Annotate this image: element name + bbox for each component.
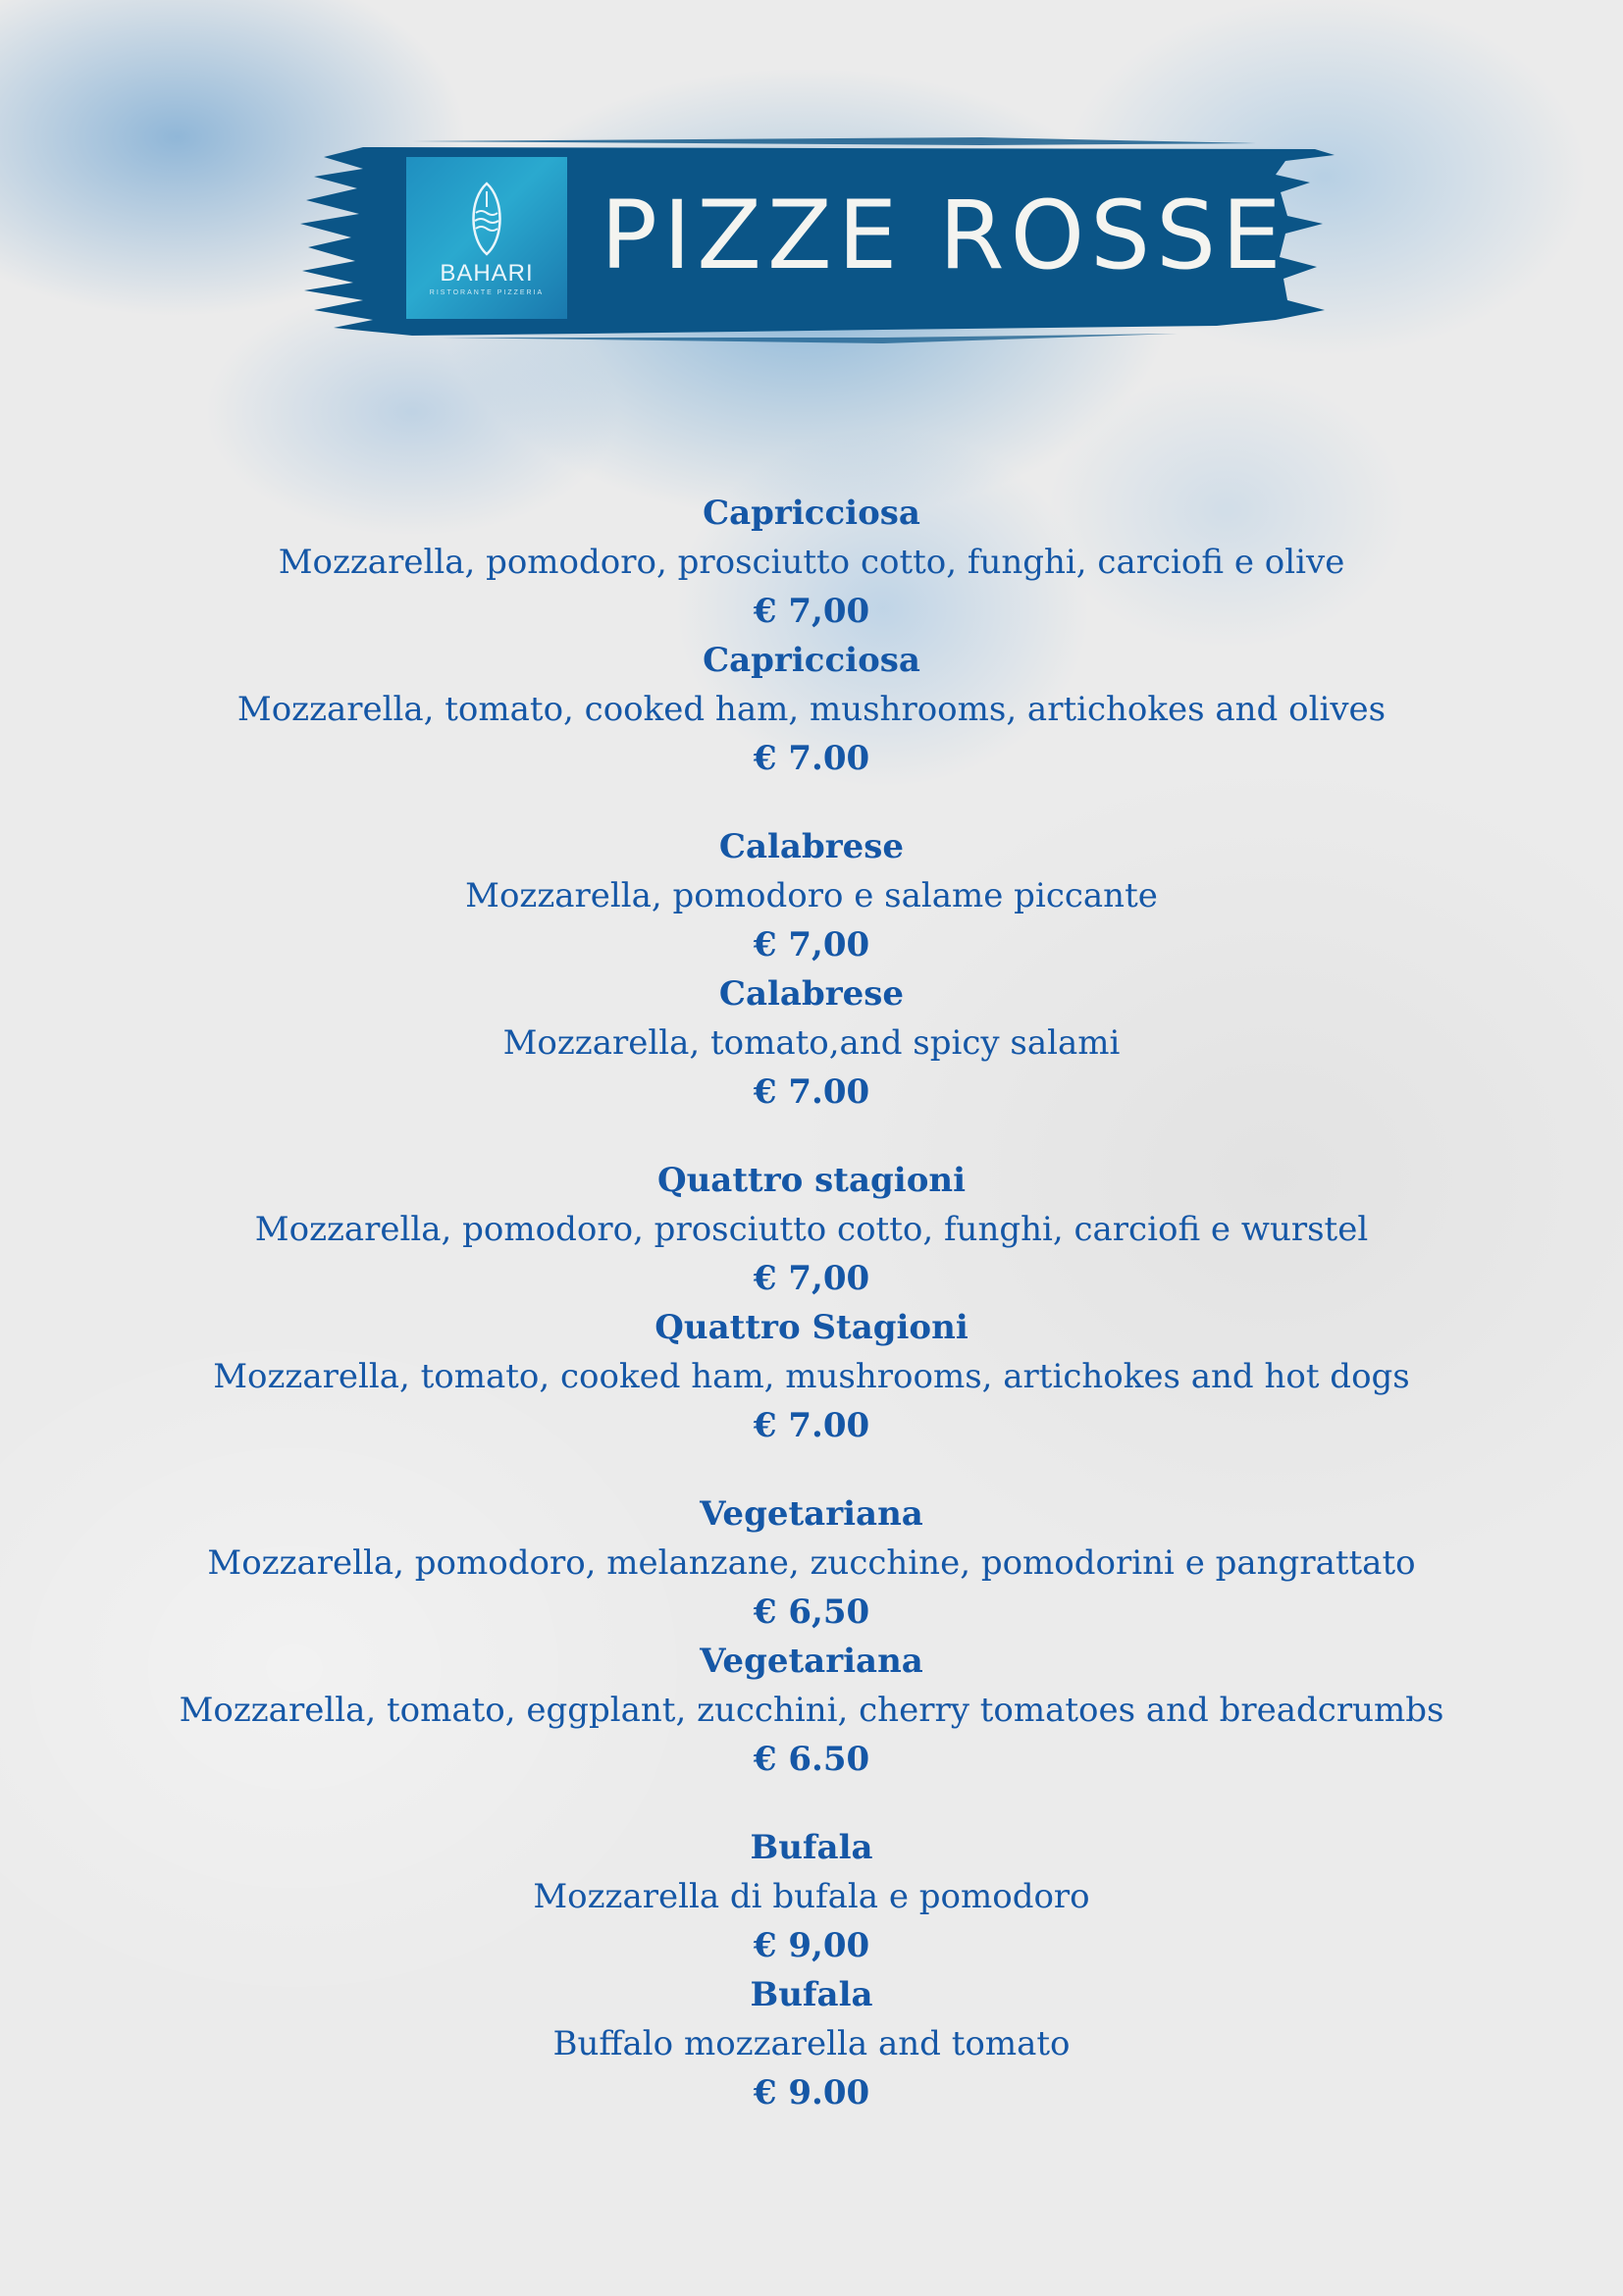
item-price: € 9.00 (753, 2073, 870, 2113)
menu-item (0, 822, 1623, 969)
item-price: € 7.00 (753, 739, 870, 778)
item-name: Calabrese (718, 827, 905, 866)
logo-name: BAHARI (440, 260, 534, 287)
bahari-logo (406, 157, 567, 319)
item-description: Buffalo mozzarella and tomato (552, 2024, 1071, 2063)
page-title: PIZZE ROSSE (601, 181, 1287, 290)
item-description: Mozzarella, tomato, cooked ham, mushrooms, artichokes and olives (236, 690, 1387, 729)
item-description: Mozzarella, pomodoro, melanzane, zucchine, pomodorini e pangrattato (207, 1543, 1416, 1583)
menu-group (0, 822, 1623, 1117)
item-description: Mozzarella, pomodoro, prosciutto cotto, funghi, carciofi e olive (278, 543, 1345, 582)
menu-item (0, 969, 1623, 1117)
item-name: Bufala (750, 1975, 873, 2014)
menu-group (0, 1489, 1623, 1784)
menu-item (0, 1823, 1623, 1970)
item-description: Mozzarella, pomodoro, prosciutto cotto, funghi, carciofi e wurstel (254, 1210, 1369, 1249)
item-name: Calabrese (718, 974, 905, 1014)
item-name: Vegetariana (700, 1642, 923, 1681)
item-price: € 6,50 (753, 1592, 870, 1632)
item-name: Vegetariana (700, 1494, 923, 1534)
menu-group (0, 1823, 1623, 2117)
item-name: Quattro stagioni (656, 1161, 967, 1200)
item-price: € 7.00 (753, 1072, 870, 1112)
item-price: € 7,00 (753, 925, 870, 965)
menu-item (0, 1303, 1623, 1450)
item-price: € 6.50 (753, 1740, 870, 1779)
menu-item (0, 489, 1623, 636)
menu-item (0, 1489, 1623, 1637)
menu-group (0, 489, 1623, 783)
menu-item (0, 636, 1623, 783)
item-price: € 7.00 (753, 1406, 870, 1445)
item-description: Mozzarella, pomodoro e salame piccante (465, 876, 1158, 915)
item-price: € 7,00 (753, 592, 870, 631)
item-description: Mozzarella, tomato,and spicy salami (502, 1023, 1121, 1063)
menu-list (0, 489, 1623, 2157)
menu-group (0, 1156, 1623, 1450)
item-description: Mozzarella, tomato, cooked ham, mushrooms, artichokes and hot dogs (213, 1357, 1410, 1396)
item-description: Mozzarella di bufala e pomodoro (533, 1877, 1090, 1916)
item-name: Quattro Stagioni (654, 1308, 969, 1347)
logo-subtitle: RISTORANTE PIZZERIA (429, 289, 545, 296)
item-price: € 9,00 (753, 1926, 870, 1965)
item-name: Bufala (750, 1828, 873, 1867)
item-description: Mozzarella, tomato, eggplant, zucchini, cherry tomatoes and breadcrumbs (179, 1691, 1444, 1730)
menu-item (0, 1637, 1623, 1784)
menu-item (0, 1156, 1623, 1303)
leaf-waves-icon (457, 180, 516, 258)
item-name: Capricciosa (703, 641, 920, 680)
item-name: Capricciosa (703, 494, 920, 533)
item-price: € 7,00 (753, 1259, 870, 1298)
menu-item (0, 1970, 1623, 2117)
